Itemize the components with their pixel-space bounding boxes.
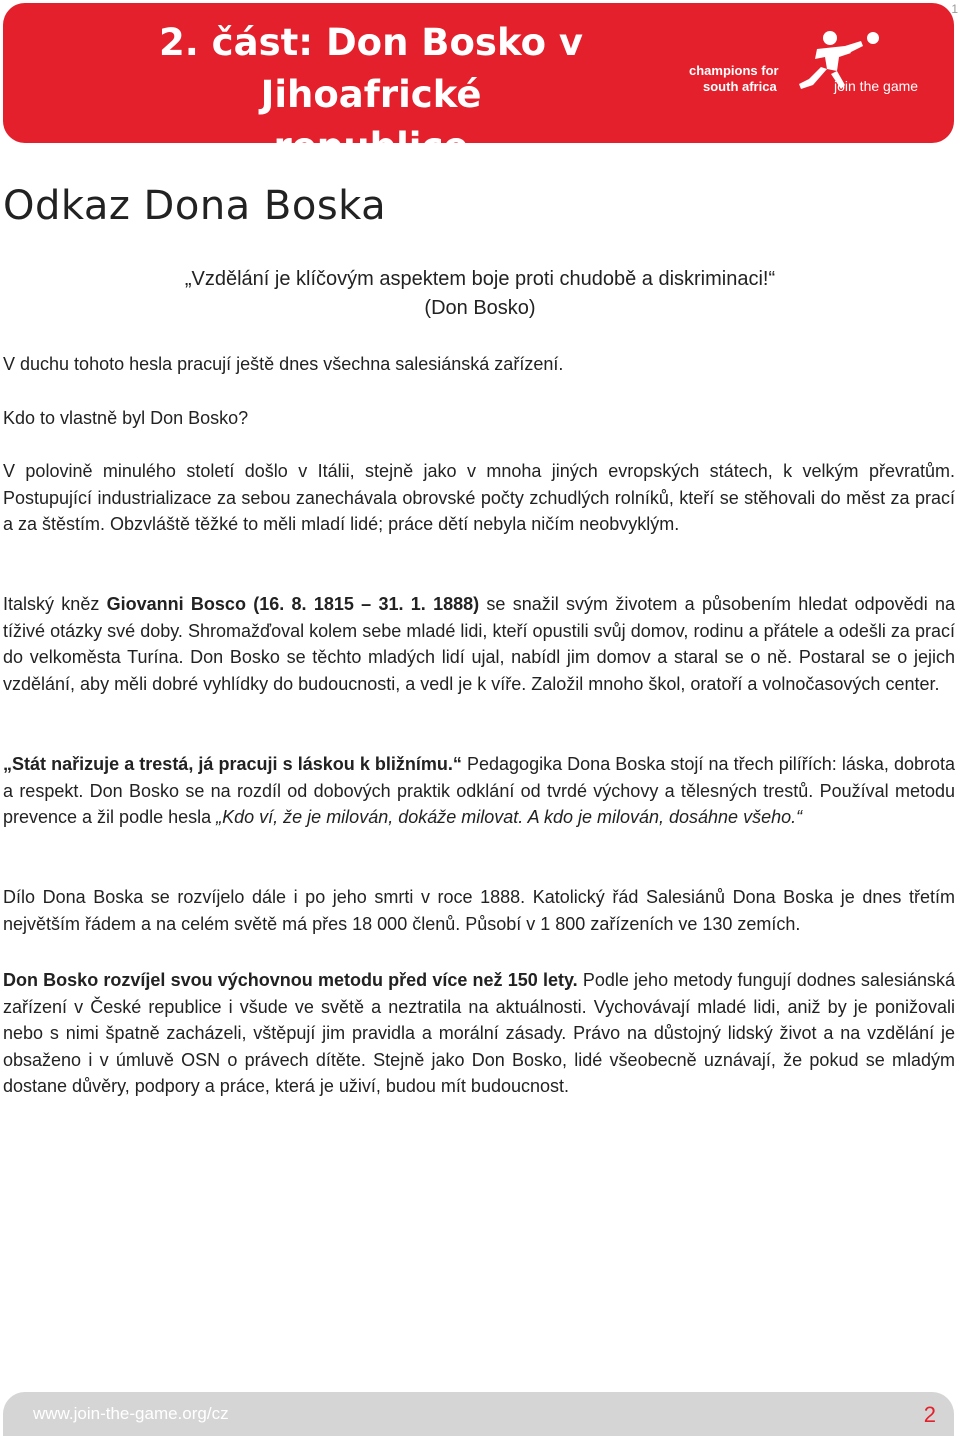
footer-link[interactable]: www.join-the-game.org/cz [33,1404,229,1423]
paragraph-giovanni-body: se snažil svým životem a působením hledat odpovědi na tíživé otázky své doby. Shromažďoval kolem sebe mladé lidi, kteří opustili svůj domov, rodinu a přátele a odešli za prací do velkoměsta Turína. Don Bosko se těchto mladých lidí ujal, nabídl jim domov a staral se o ně. Postaral se o jejich vzdělání, aby měli dobré vyhlídky do budoucnosti, a vedl je k víře. Založil mnoho škol, oratoří a volnočasových center. [3,594,956,694]
paragraph-giovanni-bosco [3,591,955,697]
champions-logo [687,29,947,109]
header-title-line1: 2. část: Don Bosko v Jihoafrické [158,21,583,116]
paragraph-method [3,967,955,1100]
logo-tagline [689,63,779,95]
paragraph-legacy: Dílo Dona Boska se rozvíjelo dále i po jeho smrti v roce 1888. Katolický řád Salesiánů Dona Boska je dnes třetím největším řádem a na celém světě má přes 18 000 členů. Působí v 1 800 zařízeních ve 130 zemích. [3,887,955,934]
header-title-line2: republice [273,125,469,168]
paragraph-giovanni-intro: Italský kněz [3,594,107,614]
giovanni-bosco-name: Giovanni Bosco (16. 8. 1815 – 31. 1. 1888) [106,594,480,614]
pedagogy-body: Pedagogika Dona Boska stojí na třech pilířích: láska, dobrota a respekt. Don Bosko se na rozdíl od dobových praktik odklání od tvrdé výchovy a tělesných trestů. Používal metodu prevence a žil podle hesla [3,754,955,827]
quote-text: „Vzdělání je klíčovým aspektem boje proti chudobě a diskriminaci!“ [184,268,776,290]
paragraph-question: Kdo to vlastně byl Don Bosko? [3,408,249,428]
method-heading: Don Bosko rozvíjel svou výchovnou metodu před více než 150 lety. [3,970,578,990]
pedagogy-motto: „Kdo ví, že je milován, dokáže milovat. A kdo je milován, dosáhne všeho.“ [216,807,803,827]
footer-banner [3,1392,954,1436]
page-number: 2 [923,1402,936,1427]
paragraph-pedagogy [3,751,955,831]
paragraph-motto: V duchu tohoto hesla pracují ještě dnes všechna salesiánská zařízení. [3,354,564,374]
logo-tagline-line2: south africa [703,79,777,94]
quote [0,265,960,323]
paragraph-history: V polovině minulého století došlo v Itálii, stejně jako v mnoha jiných evropských státech, k velkým převratům. Postupující industrializace za sebou zanechávala obrovské počty zchudlých rolníků, kteří se stěhovali do měst za prací a za štěstím. Obzvláště těžké to měli mladí lidé; práce dětí nebyla ničím neobvyklým. [3,461,955,534]
method-body: Podle jeho metody fungují dodnes salesiánská zařízení v České republice i všude ve světě a neztratila na aktuálnosti. Vychovávají mladé lidi, aniž by je ponižovali nebo s nimi špatně zacházeli, vštěpují jim pravidla a morální zásady. Právo na důstojný lidský život a na vzdělání je obsaženo i v úmluvě OSN o právech dítěte. Stejně jako Don Bosko, lidé všeobecně uznávají, že pokud se mladým dostane důvěry, podpory a práce, která je uživí, budou mít budoucnost. [3,970,955,1096]
header-banner [3,3,954,168]
header-title [51,17,691,173]
logo-join-text: join the game [834,78,919,94]
corner-mark: 1 [951,2,958,16]
page-title: Odkaz Dona Boska [3,183,387,229]
pedagogy-quote: „Stát nařizuje a trestá, já pracuji s láskou k bližnímu.“ [3,754,462,774]
quote-author: (Don Bosko) [424,297,536,319]
logo-tagline-line1: champions for [689,63,779,78]
